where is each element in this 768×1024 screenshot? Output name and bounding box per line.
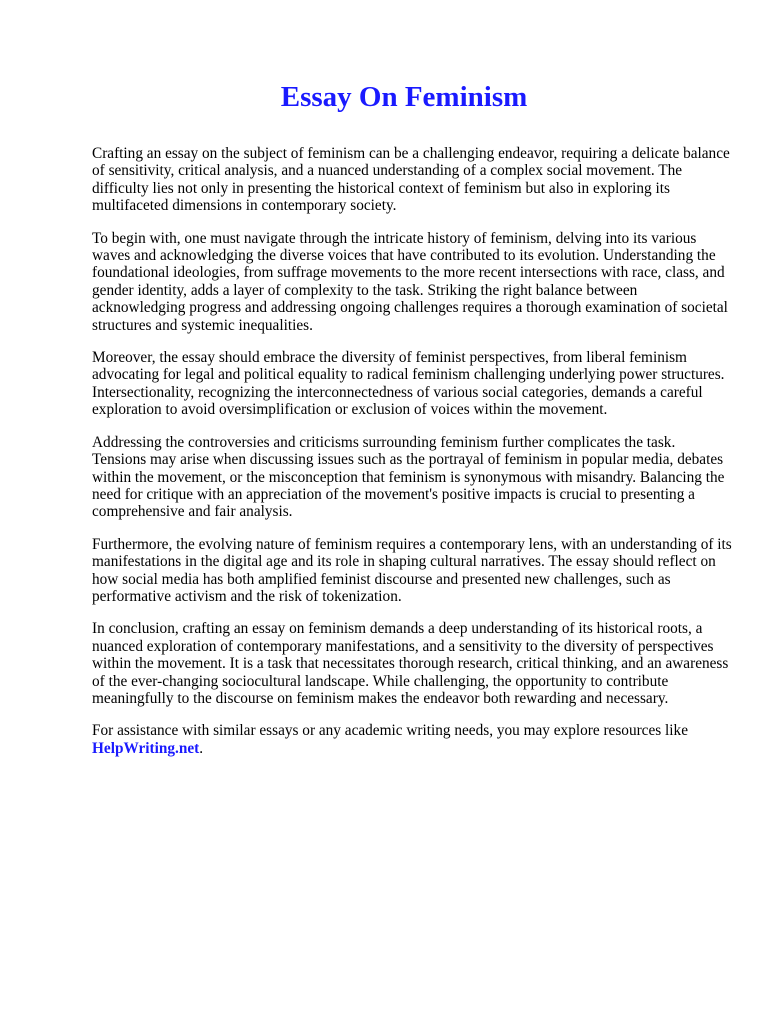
page-title: Essay On Feminism (280, 81, 528, 113)
paragraph-controversies: Addressing the controversies and criticisms surrounding feminism further complicates the task. Tensions may arise when discussing issues such as the portrayal of feminism in popular media, debates within the movement, or the misconception that feminism is synonymous with misandry. Balancing the need for critique with an appreciation of the movement's positive impacts is crucial to presenting a comprehensive and fair analysis. (92, 433, 725, 521)
paragraph-intro: Crafting an essay on the subject of feminism can be a challenging endeavor, requiring a delicate balance of sensitivity, critical analysis, and a nuanced understanding of a complex social movement. The difficulty lies not only in presenting the historical context of feminism but also in exploring its multifaceted dimensions in contemporary society. (92, 145, 730, 215)
paragraph-closing (92, 722, 732, 757)
paragraph-conclusion: In conclusion, crafting an essay on feminism demands a deep understanding of its historical roots, a nuanced exploration of contemporary manifestations, and a sensitivity to the diversity of perspectives within the movement. It is a task that necessitates thorough research, critical thinking, and an awareness of the ever-changing sociocultural landscape. While challenging, the opportunity to contribute meaningfully to the discourse on feminism makes the endeavor both rewarding and necessary. (92, 620, 729, 707)
closing-suffix: . (199, 739, 204, 757)
essay-body (92, 145, 732, 772)
paragraph-contemporary: Furthermore, the evolving nature of feminism requires a contemporary lens, with an understanding of its manifestations in the digital age and its role in shaping cultural narratives. The essay should reflect on how social media has both amplified feminist discourse and presented new challenges, such as performative activism and the risk of tokenization. (92, 535, 732, 605)
helpwriting-link[interactable]: HelpWriting.net (92, 739, 200, 757)
paragraph-history: To begin with, one must navigate through the intricate history of feminism, delving into its various waves and acknowledging the diverse voices that have contributed to its evolution. Understanding the foundational ideologies, from suffrage movements to the more recent intersections with race, class, and gender identity, adds a layer of complexity to the task. Striking the right balance between acknowledging progress and addressing ongoing challenges requires a thorough examination of societal structures and systemic inequalities. (92, 229, 728, 334)
closing-text: For assistance with similar essays or any academic writing needs, you may explore resources like (92, 722, 688, 740)
paragraph-perspectives: Moreover, the essay should embrace the diversity of feminist perspectives, from liberal feminism advocating for legal and political equality to radical feminism challenging underlying power structures. Intersectionality, recognizing the interconnectedness of various social categories, demands a careful exploration to avoid oversimplification or exclusion of voices within the movement. (92, 349, 725, 419)
